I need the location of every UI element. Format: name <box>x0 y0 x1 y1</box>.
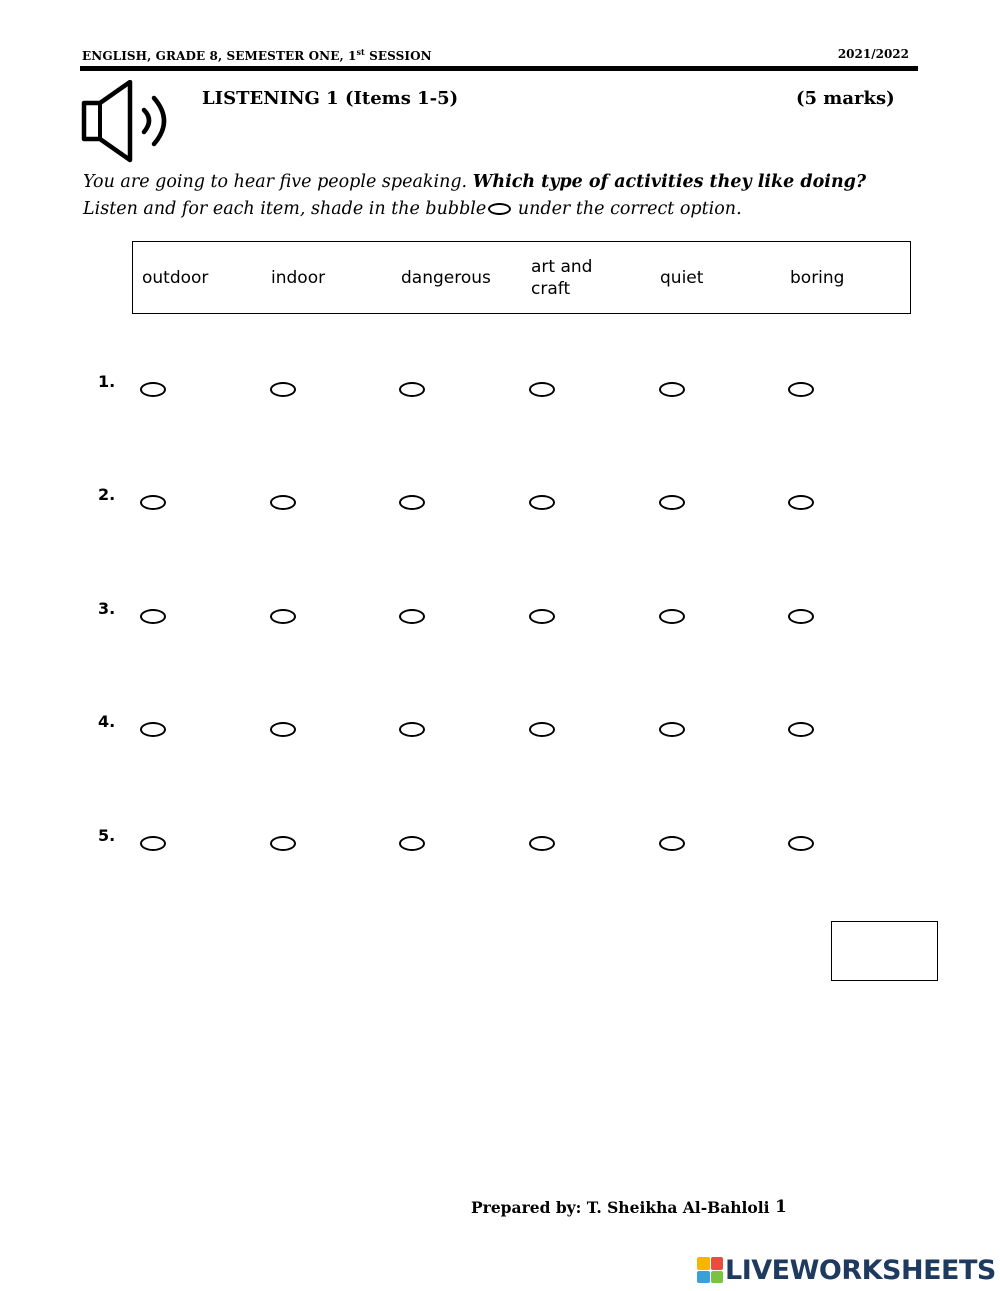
answer-bubble-item-2-art-and-craft[interactable] <box>529 495 555 510</box>
option-art-and-craft: art and craft <box>531 257 593 299</box>
answer-bubble-item-5-indoor[interactable] <box>270 836 296 851</box>
answer-bubble-item-2-dangerous[interactable] <box>399 495 425 510</box>
options-table <box>132 241 911 314</box>
answer-bubble-item-3-quiet[interactable] <box>659 609 685 624</box>
answer-bubble-item-1-indoor[interactable] <box>270 382 296 397</box>
course-header: ENGLISH, GRADE 8, SEMESTER ONE, 1st SESSION <box>82 47 432 63</box>
option-indoor: indoor <box>271 268 326 288</box>
answer-bubble-item-3-boring[interactable] <box>788 609 814 624</box>
answer-bubble-item-4-outdoor[interactable] <box>140 722 166 737</box>
header-rule <box>80 66 918 71</box>
liveworksheets-brand <box>697 1255 996 1285</box>
answer-bubble-item-1-art-and-craft[interactable] <box>529 382 555 397</box>
item-number: 4. <box>98 712 116 731</box>
page-number: 1 <box>775 1197 787 1217</box>
answer-bubble-item-1-outdoor[interactable] <box>140 382 166 397</box>
answer-bubble-item-5-outdoor[interactable] <box>140 836 166 851</box>
answer-bubble-item-3-art-and-craft[interactable] <box>529 609 555 624</box>
prepared-by: Prepared by: T. Sheikha Al-Bahloli <box>471 1198 770 1217</box>
item-number: 5. <box>98 826 116 845</box>
answer-bubble-item-4-boring[interactable] <box>788 722 814 737</box>
answer-bubble-item-5-quiet[interactable] <box>659 836 685 851</box>
speaker-icon[interactable] <box>80 80 175 164</box>
answer-bubble-item-1-dangerous[interactable] <box>399 382 425 397</box>
answer-bubble-item-4-dangerous[interactable] <box>399 722 425 737</box>
option-outdoor: outdoor <box>142 268 209 288</box>
answer-bubble-item-2-boring[interactable] <box>788 495 814 510</box>
answer-bubble-item-5-dangerous[interactable] <box>399 836 425 851</box>
answer-bubble-item-2-indoor[interactable] <box>270 495 296 510</box>
answer-bubble-item-2-outdoor[interactable] <box>140 495 166 510</box>
instruction-line-2: Listen and for each item, shade in the bubble under the correct option. <box>83 199 742 219</box>
answer-bubble-item-4-indoor[interactable] <box>270 722 296 737</box>
answer-bubble-item-5-boring[interactable] <box>788 836 814 851</box>
answer-bubble-item-1-boring[interactable] <box>788 382 814 397</box>
item-number: 3. <box>98 599 116 618</box>
brand-name: LIVEWORKSHEETS <box>725 1254 996 1286</box>
instruction-line-1: You are going to hear five people speaking. Which type of activities they like doing? <box>83 172 867 192</box>
score-box <box>831 921 938 981</box>
answer-bubble-item-3-indoor[interactable] <box>270 609 296 624</box>
answer-bubble-item-5-art-and-craft[interactable] <box>529 836 555 851</box>
answer-bubble-item-4-quiet[interactable] <box>659 722 685 737</box>
option-dangerous: dangerous <box>401 268 491 288</box>
answer-bubble-item-1-quiet[interactable] <box>659 382 685 397</box>
item-number: 2. <box>98 485 116 504</box>
option-boring: boring <box>790 268 845 288</box>
answer-bubble-item-4-art-and-craft[interactable] <box>529 722 555 737</box>
answer-bubble-item-3-dangerous[interactable] <box>399 609 425 624</box>
answer-bubble-item-2-quiet[interactable] <box>659 495 685 510</box>
section-title: LISTENING 1 (Items 1-5) <box>202 88 459 109</box>
answer-bubble-item-3-outdoor[interactable] <box>140 609 166 624</box>
section-marks: (5 marks) <box>796 88 895 109</box>
item-number: 1. <box>98 372 116 391</box>
school-year: 2021/2022 <box>837 47 909 61</box>
bubble-example-icon <box>488 203 511 215</box>
liveworksheets-logo-icon <box>697 1257 723 1283</box>
option-quiet: quiet <box>660 268 704 288</box>
